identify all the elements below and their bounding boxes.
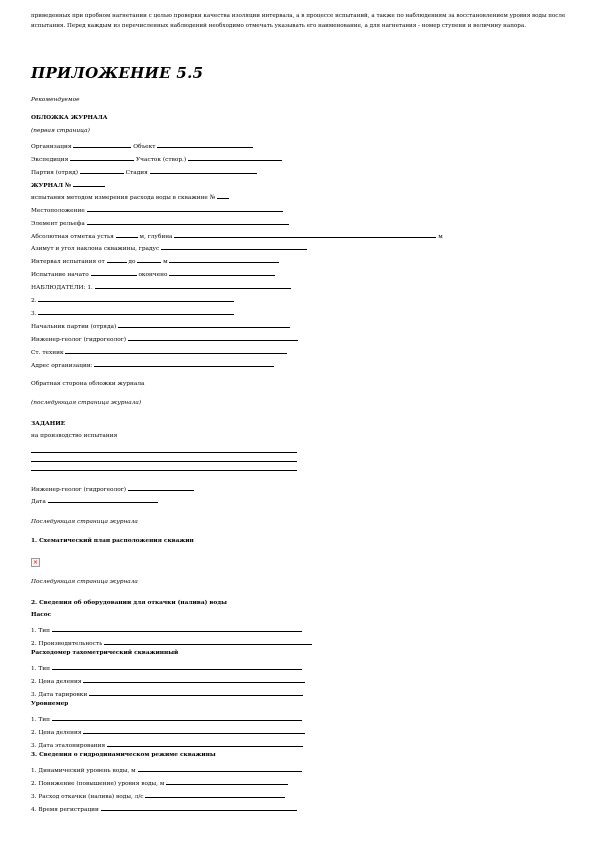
test-line — [31, 269, 275, 278]
depth-label: м, глубина — [139, 234, 173, 240]
task-date-label: Дата — [31, 499, 46, 505]
dyn-blank — [138, 765, 302, 772]
flowmeter-type-blank — [52, 663, 302, 670]
cover-subtitle: (первая страница) — [31, 128, 90, 134]
section-blank — [188, 154, 282, 161]
level-date-label: 3. Дата эталонирования — [31, 743, 106, 749]
relief-label: Элемент рельефа — [31, 221, 85, 227]
level-type-line — [31, 714, 302, 723]
journal-desc-line — [31, 192, 229, 201]
flowmeter-date-blank — [89, 689, 303, 696]
location-blank — [87, 205, 283, 212]
dyn-label: 1. Динамический уровень воды, м — [31, 768, 136, 774]
observer3-line — [31, 308, 234, 317]
interval-to-blank — [137, 256, 161, 263]
journal-no-label: ЖУРНАЛ № — [31, 183, 72, 189]
expedition-label: Экспедиция — [31, 157, 69, 163]
task-date-blank — [48, 496, 158, 503]
flow-label: 3. Расход откачки (налива) воды, л/с — [31, 794, 144, 800]
productivity-line — [31, 638, 312, 647]
observers-label: НАБЛЮДАТЕЛИ: 1. — [31, 285, 93, 291]
abs-mark-blank — [116, 231, 138, 238]
last-page-label: (последующая страница журнала) — [31, 400, 142, 406]
engineer-line — [31, 334, 298, 343]
flowmeter-type-line — [31, 663, 302, 672]
level-date-line — [31, 740, 303, 749]
drop-blank — [166, 778, 288, 785]
hydro-title: 3. Сведения о гидродинамическом режиме скважины — [31, 752, 216, 758]
pump-type-label: 1. Тип — [31, 628, 50, 634]
location-label: Местоположение — [31, 208, 85, 214]
productivity-blank — [104, 638, 312, 645]
dyn-line — [31, 765, 302, 774]
equipment-title: 2. Сведения об оборудовании для откачки (налива) воды — [31, 600, 227, 606]
broken-image-icon: × — [32, 559, 39, 566]
pump-label: Насос — [31, 612, 52, 618]
flowmeter-type-label: 1. Тип — [31, 666, 50, 672]
flowmeter-price-label: 2. Цена деления — [31, 679, 82, 685]
relief-line — [31, 218, 289, 227]
interval-from-blank — [107, 256, 127, 263]
flowmeter-date-label: 3. Дата тарировки — [31, 692, 88, 698]
interval-m-label: м — [163, 259, 168, 265]
depth-blank — [174, 231, 436, 238]
interval-rest-blank — [169, 256, 279, 263]
party-line — [31, 167, 257, 176]
observer3-blank — [38, 308, 234, 315]
azimuth-label: Азимут и угол наклона скважины, градус — [31, 246, 160, 252]
flow-blank — [145, 791, 285, 798]
task-engineer-line — [31, 484, 194, 493]
interval-line — [31, 256, 279, 265]
level-type-label: 1. Тип — [31, 717, 50, 723]
drop-line — [31, 778, 288, 787]
observer3-label: 3. — [31, 311, 37, 317]
abs-mark-label: Абсолютная отметка устья — [31, 234, 114, 240]
azimuth-blank — [161, 243, 307, 250]
observers-line — [31, 282, 291, 291]
technician-blank — [65, 347, 287, 354]
observer2-label: 2. — [31, 298, 37, 304]
station-label: Стадия — [125, 170, 148, 176]
observer2-blank — [38, 295, 234, 302]
level-date-blank — [107, 740, 303, 747]
task-title: ЗАДАНИЕ — [31, 421, 66, 427]
page-heading: ПРИЛОЖЕНИЕ 5.5 — [31, 64, 204, 82]
test-start-blank — [91, 269, 137, 276]
meter-label: м — [438, 234, 443, 240]
expedition-blank — [70, 154, 134, 161]
location-line — [31, 205, 283, 214]
engineer-blank — [128, 334, 298, 341]
task-date-line — [31, 496, 158, 505]
pump-type-blank — [52, 625, 302, 632]
task-blank-3 — [31, 470, 297, 471]
party-chief-blank — [118, 321, 290, 328]
observer2-line — [31, 295, 234, 304]
intro-paragraph: приведенных при пробном нагнетании с целью проверки качества изоляции интервала, а в процессе испытаний, а также по наблюдениям за восстановлением уровня воды после испытания. Перед каждым из перечисленных наблюдений необходимо отмечать указывать его наименование, а для нагнетания - номер ступени и величину напора. — [31, 13, 566, 29]
task-blank-1 — [31, 452, 297, 453]
party-chief-line — [31, 321, 290, 330]
journal-desc-label: испытания методом измерения расхода воды в скважине № — [31, 195, 216, 201]
journal-no-line — [31, 180, 105, 189]
task-subtitle: на производство испытания — [31, 433, 118, 439]
level-price-label: 2. Цена деления — [31, 730, 82, 736]
object-blank — [157, 141, 253, 148]
recommended-label: Рекомендуемое — [31, 97, 80, 103]
task-engineer-blank — [128, 484, 194, 491]
productivity-label: 2. Производительность — [31, 641, 103, 647]
flowmeter-date-line — [31, 689, 303, 698]
reg-line — [31, 804, 297, 813]
address-line — [31, 360, 274, 369]
flowmeter-label: Расходомер тахометрический скважинный — [31, 650, 179, 656]
back-cover-label: Обратная сторона обложки журнала — [31, 381, 145, 387]
expedition-line — [31, 154, 282, 163]
level-price-blank — [83, 727, 305, 734]
test-end-blank — [169, 269, 275, 276]
journal-desc-blank — [217, 192, 229, 199]
level-price-line — [31, 727, 305, 736]
pump-type-line — [31, 625, 302, 634]
party-blank — [80, 167, 124, 174]
party-chief-label: Начальник партии (отряда) — [31, 324, 117, 330]
org-line — [31, 141, 253, 150]
drop-label: 2. Понижение (повышение) уровня воды, м — [31, 781, 165, 787]
reg-label: 4. Время регистрации — [31, 807, 99, 813]
technician-label: Ст. техник — [31, 350, 64, 356]
technician-line — [31, 347, 287, 356]
address-blank — [94, 360, 274, 367]
party-label: Партия (отряд) — [31, 170, 78, 176]
station-blank — [150, 167, 257, 174]
abs-mark-line — [31, 231, 443, 240]
object-label: Объект — [133, 144, 156, 150]
flow-line — [31, 791, 285, 800]
org-label: Организация — [31, 144, 72, 150]
org-blank — [73, 141, 131, 148]
test-start-label: Испытание начато — [31, 272, 89, 278]
section-label: Участок (створ.) — [135, 157, 187, 163]
task-blank-2 — [31, 461, 297, 462]
next-page-label-1: Последующая страница журнала — [31, 519, 138, 525]
interval-to-label: до — [128, 259, 136, 265]
relief-blank — [87, 218, 289, 225]
observer1-blank — [95, 282, 291, 289]
next-page-label-2: Последующая страница журнала — [31, 579, 138, 585]
address-label: Адрес организации: — [31, 363, 93, 369]
task-engineer-label: Инженер-геолог (гидрогеолог) — [31, 487, 127, 493]
cover-title: ОБЛОЖКА ЖУРНАЛА — [31, 115, 108, 121]
level-label: Уровнемер — [31, 701, 69, 707]
flowmeter-price-blank — [83, 676, 305, 683]
test-end-label: окончено — [138, 272, 168, 278]
reg-blank — [101, 804, 297, 811]
scheme-heading: 1. Схематический план расположения скважин — [31, 538, 194, 544]
journal-no-blank — [73, 180, 105, 187]
interval-label: Интервал испытания от — [31, 259, 105, 265]
flowmeter-price-line — [31, 676, 305, 685]
engineer-label: Инженер-геолог (гидрогеолог) — [31, 337, 127, 343]
azimuth-line — [31, 243, 307, 252]
level-type-blank — [52, 714, 302, 721]
